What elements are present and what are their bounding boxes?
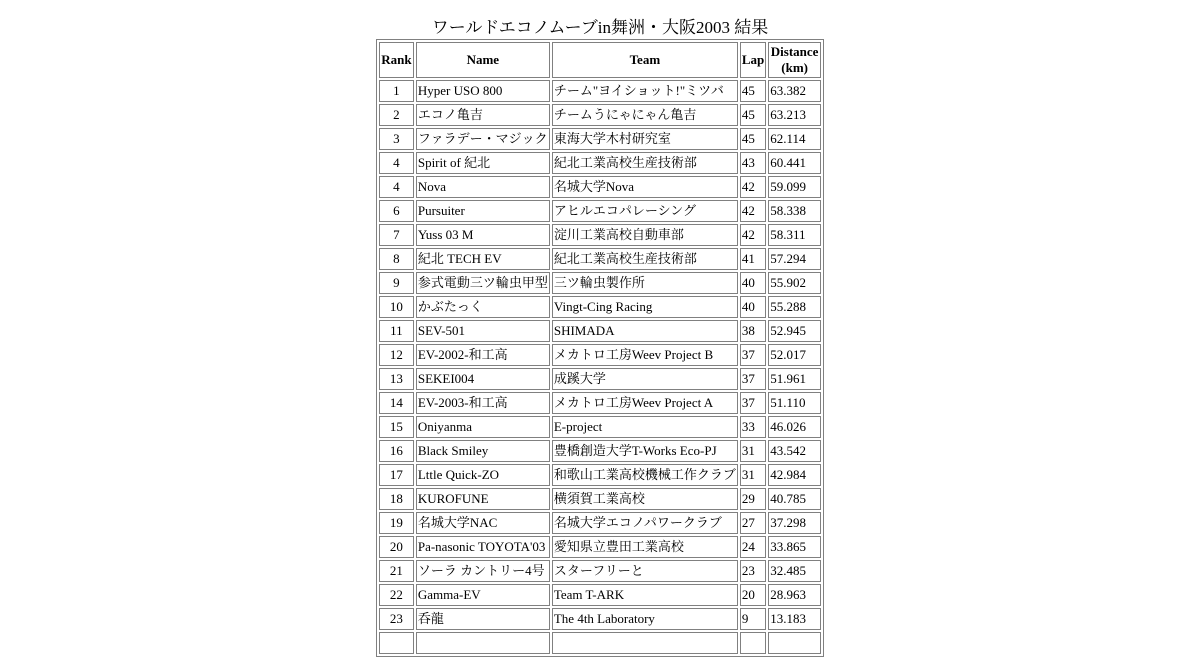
lap-cell: 29	[740, 488, 766, 510]
distance-cell: 55.902	[768, 272, 821, 294]
team-cell: メカトロ工房Weev Project B	[552, 344, 738, 366]
table-row	[379, 488, 821, 510]
header-rank: Rank	[379, 42, 414, 78]
distance-cell: 33.865	[768, 536, 821, 558]
rank-cell: 10	[379, 296, 414, 318]
name-cell: Hyper USO 800	[416, 80, 550, 102]
rank-cell: 21	[379, 560, 414, 582]
name-cell: SEV-501	[416, 320, 550, 342]
table-row	[379, 344, 821, 366]
name-cell: Black Smiley	[416, 440, 550, 462]
distance-cell: 13.183	[768, 608, 821, 630]
results-table	[376, 39, 824, 657]
team-cell: 名城大学Nova	[552, 176, 738, 198]
table-row	[379, 176, 821, 198]
lap-cell: 24	[740, 536, 766, 558]
name-cell: Pa-nasonic TOYOTA'03	[416, 536, 550, 558]
header-team: Team	[552, 42, 738, 78]
lap-cell: 37	[740, 368, 766, 390]
rank-cell: 18	[379, 488, 414, 510]
distance-cell: 58.311	[768, 224, 821, 246]
distance-cell: 58.338	[768, 200, 821, 222]
rank-cell: 1	[379, 80, 414, 102]
rank-cell: 23	[379, 608, 414, 630]
name-cell: ファラデー・マジック	[416, 128, 550, 150]
table-row	[379, 584, 821, 606]
distance-cell: 42.984	[768, 464, 821, 486]
header-row	[379, 42, 821, 78]
team-cell: 名城大学エコノパワークラブ	[552, 512, 738, 534]
distance-cell	[768, 632, 821, 654]
team-cell	[552, 632, 738, 654]
distance-cell: 28.963	[768, 584, 821, 606]
team-cell: 和歌山工業高校機械工作クラブ	[552, 464, 738, 486]
name-cell: SEKEI004	[416, 368, 550, 390]
team-cell: チームうにゃにゃん亀吉	[552, 104, 738, 126]
table-row	[379, 80, 821, 102]
distance-cell: 55.288	[768, 296, 821, 318]
name-cell: KUROFUNE	[416, 488, 550, 510]
table-row	[379, 296, 821, 318]
distance-cell: 59.099	[768, 176, 821, 198]
rank-cell: 19	[379, 512, 414, 534]
lap-cell: 20	[740, 584, 766, 606]
lap-cell: 41	[740, 248, 766, 270]
table-row	[379, 200, 821, 222]
team-cell: 紀北工業高校生産技術部	[552, 248, 738, 270]
name-cell: 名城大学NAC	[416, 512, 550, 534]
name-cell: かぶたっく	[416, 296, 550, 318]
name-cell: Spirit of 紀北	[416, 152, 550, 174]
lap-cell: 40	[740, 272, 766, 294]
table-row	[379, 512, 821, 534]
table-row	[379, 368, 821, 390]
name-cell: 呑龍	[416, 608, 550, 630]
distance-cell: 52.945	[768, 320, 821, 342]
rank-cell: 4	[379, 176, 414, 198]
team-cell: Team T-ARK	[552, 584, 738, 606]
header-distance-label: Distance	[770, 44, 819, 59]
distance-cell: 46.026	[768, 416, 821, 438]
team-cell: 横須賀工業高校	[552, 488, 738, 510]
rank-cell: 2	[379, 104, 414, 126]
team-cell: SHIMADA	[552, 320, 738, 342]
table-row	[379, 440, 821, 462]
header-distance	[768, 42, 821, 78]
distance-cell: 60.441	[768, 152, 821, 174]
results-body	[379, 80, 821, 654]
rank-cell: 12	[379, 344, 414, 366]
lap-cell: 31	[740, 440, 766, 462]
name-cell	[416, 632, 550, 654]
distance-cell: 63.382	[768, 80, 821, 102]
distance-cell: 32.485	[768, 560, 821, 582]
team-cell: 淀川工業高校自動車部	[552, 224, 738, 246]
rank-cell: 16	[379, 440, 414, 462]
table-row	[379, 152, 821, 174]
team-cell: チーム"ヨイショット!"ミツバ	[552, 80, 738, 102]
name-cell: Lttle Quick-ZO	[416, 464, 550, 486]
header-name: Name	[416, 42, 550, 78]
rank-cell: 6	[379, 200, 414, 222]
table-row	[379, 608, 821, 630]
lap-cell: 9	[740, 608, 766, 630]
rank-cell: 17	[379, 464, 414, 486]
lap-cell: 33	[740, 416, 766, 438]
lap-cell: 37	[740, 392, 766, 414]
lap-cell	[740, 632, 766, 654]
table-row	[379, 272, 821, 294]
distance-cell: 52.017	[768, 344, 821, 366]
distance-cell: 40.785	[768, 488, 821, 510]
lap-cell: 37	[740, 344, 766, 366]
lap-cell: 42	[740, 176, 766, 198]
table-row	[379, 128, 821, 150]
lap-cell: 45	[740, 80, 766, 102]
name-cell: Oniyanma	[416, 416, 550, 438]
rank-cell: 14	[379, 392, 414, 414]
results-container	[376, 17, 824, 657]
lap-cell: 27	[740, 512, 766, 534]
distance-cell: 37.298	[768, 512, 821, 534]
lap-cell: 40	[740, 296, 766, 318]
table-row	[379, 224, 821, 246]
rank-cell: 4	[379, 152, 414, 174]
team-cell: 東海大学木村研究室	[552, 128, 738, 150]
team-cell: The 4th Laboratory	[552, 608, 738, 630]
rank-cell	[379, 632, 414, 654]
name-cell: EV-2002-和工高	[416, 344, 550, 366]
lap-cell: 43	[740, 152, 766, 174]
distance-cell: 63.213	[768, 104, 821, 126]
header-lap: Lap	[740, 42, 766, 78]
rank-cell: 22	[379, 584, 414, 606]
lap-cell: 42	[740, 200, 766, 222]
name-cell: Nova	[416, 176, 550, 198]
team-cell: 紀北工業高校生産技術部	[552, 152, 738, 174]
rank-cell: 9	[379, 272, 414, 294]
rank-cell: 3	[379, 128, 414, 150]
table-row	[379, 392, 821, 414]
team-cell: メカトロ工房Weev Project A	[552, 392, 738, 414]
name-cell: 参式電動三ツ輪虫甲型	[416, 272, 550, 294]
team-cell: E-project	[552, 416, 738, 438]
table-row	[379, 104, 821, 126]
team-cell: スターフリーと	[552, 560, 738, 582]
distance-cell: 51.110	[768, 392, 821, 414]
distance-cell: 62.114	[768, 128, 821, 150]
lap-cell: 45	[740, 128, 766, 150]
table-row	[379, 536, 821, 558]
name-cell: Gamma-EV	[416, 584, 550, 606]
name-cell: 紀北 TECH EV	[416, 248, 550, 270]
rank-cell: 15	[379, 416, 414, 438]
name-cell: エコノ亀吉	[416, 104, 550, 126]
lap-cell: 38	[740, 320, 766, 342]
rank-cell: 7	[379, 224, 414, 246]
distance-cell: 43.542	[768, 440, 821, 462]
team-cell: 豊橋創造大学T-Works Eco-PJ	[552, 440, 738, 462]
lap-cell: 31	[740, 464, 766, 486]
team-cell: 三ツ輪虫製作所	[552, 272, 738, 294]
name-cell: Yuss 03 M	[416, 224, 550, 246]
table-row	[379, 320, 821, 342]
distance-cell: 51.961	[768, 368, 821, 390]
table-row	[379, 464, 821, 486]
rank-cell: 13	[379, 368, 414, 390]
team-cell: 成蹊大学	[552, 368, 738, 390]
distance-cell: 57.294	[768, 248, 821, 270]
lap-cell: 23	[740, 560, 766, 582]
lap-cell: 45	[740, 104, 766, 126]
team-cell: 愛知県立豊田工業高校	[552, 536, 738, 558]
rank-cell: 8	[379, 248, 414, 270]
header-distance-unit: (km)	[781, 60, 808, 75]
table-row	[379, 416, 821, 438]
name-cell: ソーラ カントリー4号	[416, 560, 550, 582]
team-cell: アヒルエコパレーシング	[552, 200, 738, 222]
lap-cell: 42	[740, 224, 766, 246]
rank-cell: 20	[379, 536, 414, 558]
table-row	[379, 632, 821, 654]
table-row	[379, 248, 821, 270]
team-cell: Vingt-Cing Racing	[552, 296, 738, 318]
rank-cell: 11	[379, 320, 414, 342]
name-cell: EV-2003-和工高	[416, 392, 550, 414]
page-title: ワールドエコノムーブin舞洲・大阪2003 結果	[431, 18, 769, 37]
table-row	[379, 560, 821, 582]
name-cell: Pursuiter	[416, 200, 550, 222]
